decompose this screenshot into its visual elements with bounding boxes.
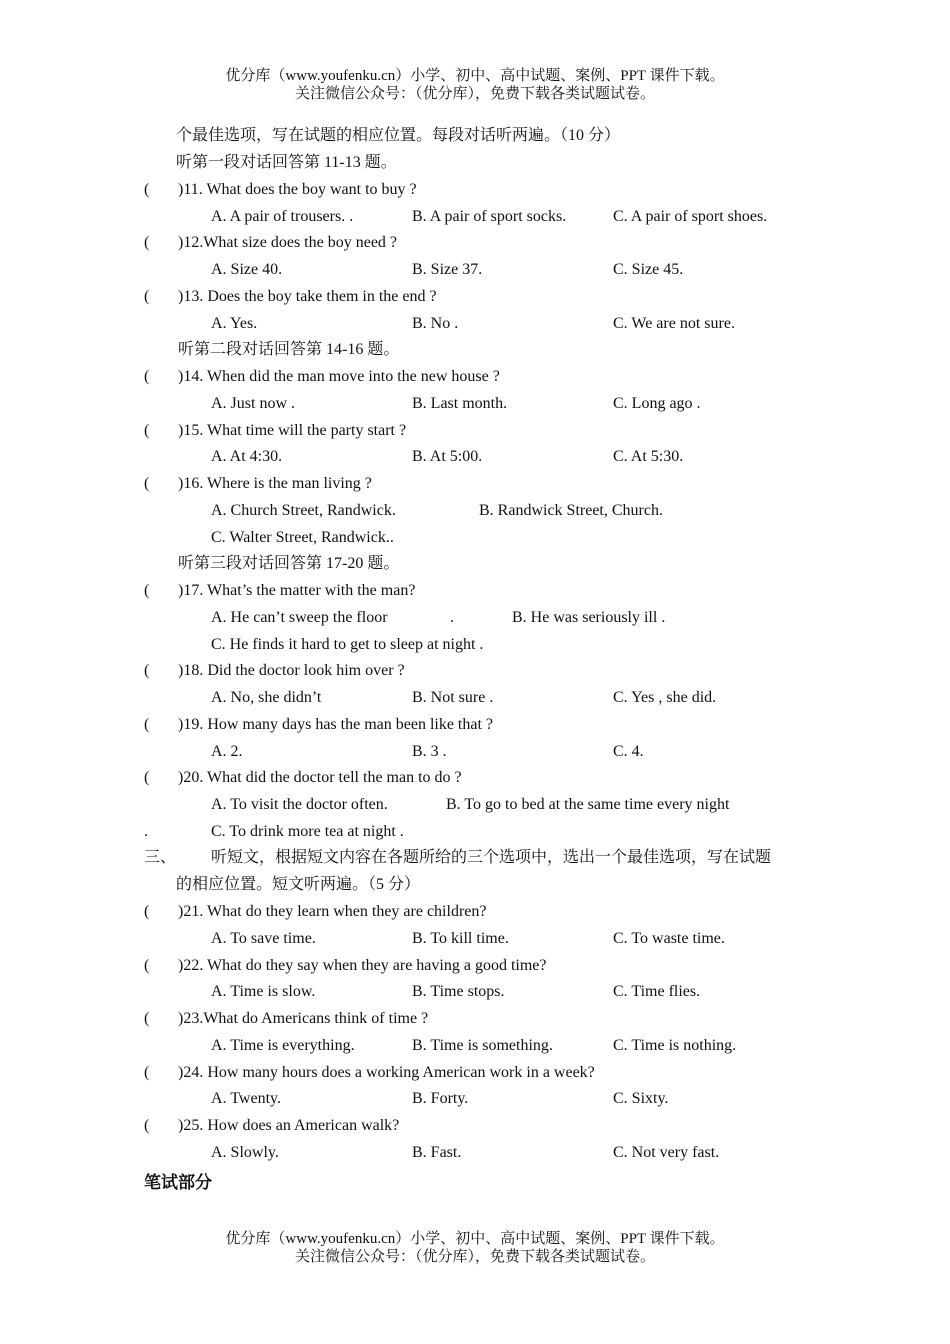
option-a: A. He can’t sweep the floor [211, 609, 388, 626]
option-a: A. Twenty. [211, 1090, 281, 1107]
question-text: )19. How many days has the man been like that ? [178, 716, 494, 733]
footer-line-2: 关注微信公众号：（优分库），免费下载各类试题试卷。 [294, 1249, 655, 1265]
option-a: A. 2. [211, 743, 243, 760]
question-text: )11. What does the boy want to buy ? [178, 181, 417, 198]
answer-blank[interactable]: ( [144, 1010, 150, 1027]
option-c: C. Sixty. [613, 1090, 669, 1107]
option-dot: . [144, 823, 148, 840]
option-b: B. He was seriously ill . [512, 609, 666, 626]
option-b: B. To kill time. [412, 930, 509, 947]
header-line-2: 关注微信公众号：（优分库），免费下载各类试题试卷。 [294, 86, 655, 102]
part2-heading: 听第二段对话回答第 14-16 题。 [178, 341, 400, 358]
answer-blank[interactable]: ( [144, 422, 150, 439]
question-text: )21. What do they learn when they are children? [178, 903, 487, 920]
option-b: B. Forty. [412, 1090, 469, 1107]
answer-blank[interactable]: ( [144, 181, 150, 198]
answer-blank[interactable]: ( [144, 368, 150, 385]
option-b: B. Last month. [412, 395, 508, 412]
option-c: C. To waste time. [613, 930, 725, 947]
option-c: C. Long ago . [613, 395, 701, 412]
answer-blank[interactable]: ( [144, 769, 150, 786]
option-c: C. Yes , she did. [613, 689, 717, 706]
question-text: )23.What do Americans think of time ? [178, 1010, 429, 1027]
option-a: A. Slowly. [211, 1144, 279, 1161]
option-b: B. To go to bed at the same time every night [446, 796, 730, 813]
answer-blank[interactable]: ( [144, 1117, 150, 1134]
option-a: A. Size 40. [211, 261, 283, 278]
footer-line-1: 优分库（www.youfenku.cn）小学、初中、高中试题、案例、PPT 课件下载。 [225, 1231, 725, 1247]
section-3-instructions-2: 的相应位置。短文听两遍。（5 分） [176, 876, 421, 893]
option-a: A. A pair of trousers. . [211, 208, 354, 225]
header-line-1: 优分库（www.youfenku.cn）小学、初中、高中试题、案例、PPT 课件下载。 [225, 68, 725, 84]
option-b: B. No . [412, 315, 459, 332]
question-text: )16. Where is the man living ? [178, 475, 372, 492]
question-text: )12.What size does the boy need ? [178, 234, 398, 251]
question-text: )17. What’s the matter with the man? [178, 582, 416, 599]
answer-blank[interactable]: ( [144, 716, 150, 733]
option-b: B. A pair of sport socks. [412, 208, 567, 225]
question-text: )25. How does an American walk? [178, 1117, 400, 1134]
option-b: B. Not sure . [412, 689, 494, 706]
option-c: C. Walter Street, Randwick.. [211, 529, 394, 546]
answer-blank[interactable]: ( [144, 582, 150, 599]
written-section-title: 笔试部分 [144, 1173, 212, 1193]
option-c: C. He finds it hard to get to sleep at night . [211, 636, 484, 653]
option-dot: . [450, 609, 454, 626]
option-c: C. To drink more tea at night . [211, 823, 404, 840]
option-b: B. Fast. [412, 1144, 462, 1161]
option-c: C. We are not sure. [613, 315, 735, 332]
intro-line: 个最佳选项，写在试题的相应位置。每段对话听两遍。（10 分） [176, 127, 621, 144]
question-text: )14. When did the man move into the new house ? [178, 368, 500, 385]
section-number: 三、 [144, 849, 177, 866]
option-b: B. Time is something. [412, 1037, 553, 1054]
option-b: B. At 5:00. [412, 448, 483, 465]
answer-blank[interactable]: ( [144, 1064, 150, 1081]
option-a: A. Yes. [211, 315, 258, 332]
answer-blank[interactable]: ( [144, 475, 150, 492]
answer-blank[interactable]: ( [144, 662, 150, 679]
option-b: B. 3 . [412, 743, 447, 760]
option-b: B. Time stops. [412, 983, 505, 1000]
option-c: C. A pair of sport shoes. [613, 208, 768, 225]
question-text: )24. How many hours does a working American work in a week? [178, 1064, 595, 1081]
question-text: )18. Did the doctor look him over ? [178, 662, 405, 679]
option-a: A. No, she didn’t [211, 689, 322, 706]
option-b: B. Size 37. [412, 261, 483, 278]
option-c: C. 4. [613, 743, 644, 760]
answer-blank[interactable]: ( [144, 903, 150, 920]
option-a: A. Church Street, Randwick. [211, 502, 396, 519]
answer-blank[interactable]: ( [144, 234, 150, 251]
option-a: A. To visit the doctor often. [211, 796, 388, 813]
option-a: A. Just now . [211, 395, 296, 412]
answer-blank[interactable]: ( [144, 957, 150, 974]
option-b: B. Randwick Street, Church. [479, 502, 663, 519]
answer-blank[interactable]: ( [144, 288, 150, 305]
section-instructions: 听短文，根据短文内容在各题所给的三个选项中，选出一个最佳选项，写在试题 [211, 849, 772, 866]
option-a: A. At 4:30. [211, 448, 283, 465]
option-c: C. Not very fast. [613, 1144, 720, 1161]
question-text: )22. What do they say when they are having a good time? [178, 957, 547, 974]
part1-heading: 听第一段对话回答第 11-13 题。 [176, 154, 397, 171]
question-text: )13. Does the boy take them in the end ? [178, 288, 437, 305]
option-a: A. Time is everything. [211, 1037, 355, 1054]
option-a: A. To save time. [211, 930, 316, 947]
question-text: )20. What did the doctor tell the man to do ? [178, 769, 462, 786]
part3-heading: 听第三段对话回答第 17-20 题。 [178, 555, 400, 572]
option-c: C. Time flies. [613, 983, 701, 1000]
option-c: C. At 5:30. [613, 448, 684, 465]
option-a: A. Time is slow. [211, 983, 316, 1000]
option-c: C. Time is nothing. [613, 1037, 737, 1054]
question-text: )15. What time will the party start ? [178, 422, 407, 439]
option-c: C. Size 45. [613, 261, 684, 278]
